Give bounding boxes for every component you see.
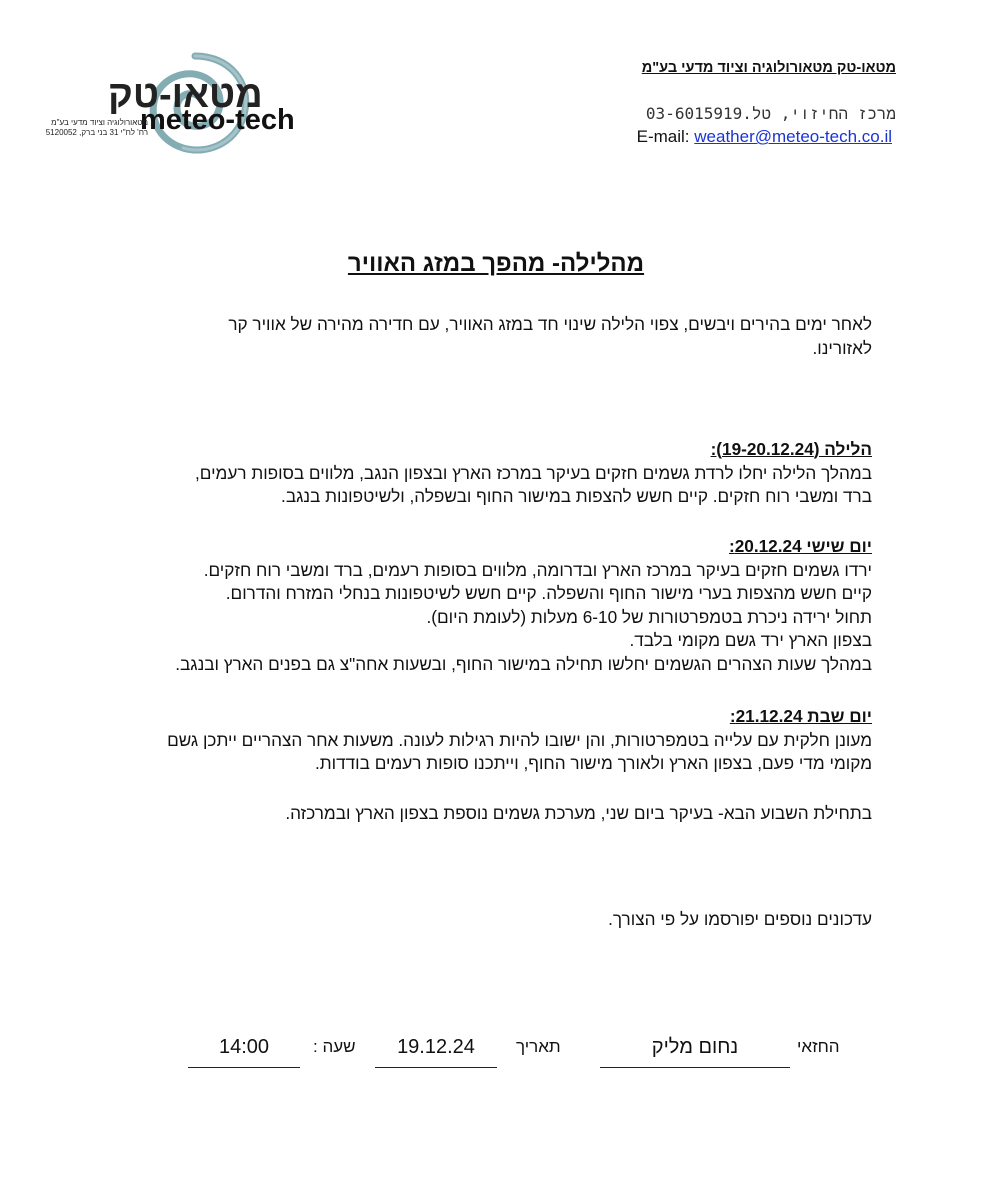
intro-line: לאזורינו. bbox=[812, 337, 872, 358]
email-label: E-mail: bbox=[636, 127, 695, 146]
time-value: 14:00 bbox=[218, 1036, 270, 1058]
company-logo bbox=[40, 48, 310, 158]
forecaster-label: החזאי bbox=[797, 1037, 840, 1056]
page-title: מהלילה- מהפך במזג האוויר bbox=[347, 250, 645, 277]
section-line: מעונן חלקית עם עלייה בטמפרטורות, והן ישובו להיות רגילות לעונה. משעות אחר הצהריים ייתכן גשם bbox=[167, 729, 872, 750]
section-line: תחול ירידה ניכרת בטמפרטורות של 6-10 מעלות (לעומת היום). bbox=[426, 606, 872, 627]
logo-latin-name: meteo-tech bbox=[140, 104, 295, 136]
date-value: 19.12.24 bbox=[397, 1036, 475, 1058]
section-heading: יום שבת 21.12.24: bbox=[729, 706, 872, 726]
email-line bbox=[637, 127, 892, 147]
section-line: קיים חשש מהצפות בערי מישור החוף והשפלה. קיים חשש לשיטפונות בנחלי המזרח והדרום. bbox=[225, 583, 872, 603]
forecast-center-phone: מרכז החיזוי, טל.03-6015919 bbox=[645, 104, 896, 123]
logo-hebrew-name: מטאו-טק bbox=[108, 74, 263, 116]
section-line: מקומי מדי פעם, בצפון הארץ ולאורך מישור החוף, וייתכנו סופות רעמים בודדות. bbox=[315, 753, 872, 773]
next-week-paragraph: בתחילת השבוע הבא- בעיקר ביום שני, מערכת גשמים נוספת בצפון הארץ ובמרכזה. bbox=[285, 803, 872, 823]
intro-paragraph bbox=[72, 313, 872, 360]
logo-address: רח' לח"י 31 בני ברק, 5120052 bbox=[45, 128, 148, 137]
updates-note: עדכונים נוספים יפורסמו על פי הצורך. bbox=[608, 909, 872, 929]
section-night bbox=[72, 438, 872, 509]
section-line: במהלך הלילה יחלו לרדת גשמים חזקים בעיקר במרכז הארץ ובצפון הנגב, מלווים בסופות רעמים, bbox=[195, 462, 872, 483]
email-link[interactable]: weather@meteo-tech.co.il bbox=[694, 127, 892, 146]
section-heading: יום שישי 20.12.24: bbox=[729, 536, 872, 556]
section-line: ברד ומשבי רוח חזקים. קיים חשש להצפות במישור החוף ובשפלה, ולשיטפונות בנגב. bbox=[281, 486, 872, 506]
forecaster-name: נחום מליק bbox=[651, 1036, 739, 1058]
time-underline bbox=[188, 1067, 300, 1068]
intro-line: לאחר ימים בהירים ויבשים, צפוי הלילה שינוי חד במזג האוויר, עם חדירה מהירה של אוויר קר bbox=[228, 314, 872, 334]
date-label: תאריך bbox=[516, 1037, 561, 1056]
logo-subtitle: מטאורולוגיה וציוד מדעי בע"מ bbox=[51, 118, 148, 127]
section-line: ירדו גשמים חזקים בעיקר במרכז הארץ ובדרומה, מלווים בסופות רעמים, ברד ומשבי רוח חזקים. bbox=[203, 559, 872, 580]
section-heading: הלילה (19-20.12.24): bbox=[710, 439, 872, 459]
section-saturday bbox=[72, 705, 872, 776]
time-label: שעה : bbox=[313, 1037, 356, 1056]
section-friday bbox=[72, 535, 872, 676]
section-line: בצפון הארץ ירד גשם מקומי בלבד. bbox=[629, 630, 872, 650]
forecaster-underline bbox=[600, 1067, 790, 1068]
section-line: במהלך שעות הצהרים הגשמים יחלשו תחילה במישור החוף, ובשעות אחה"צ גם בפנים הארץ ובנגב. bbox=[175, 653, 872, 674]
company-name: מטאו-טק מטאורולוגיה וציוד מדעי בע"מ bbox=[641, 60, 896, 76]
date-underline bbox=[375, 1067, 497, 1068]
